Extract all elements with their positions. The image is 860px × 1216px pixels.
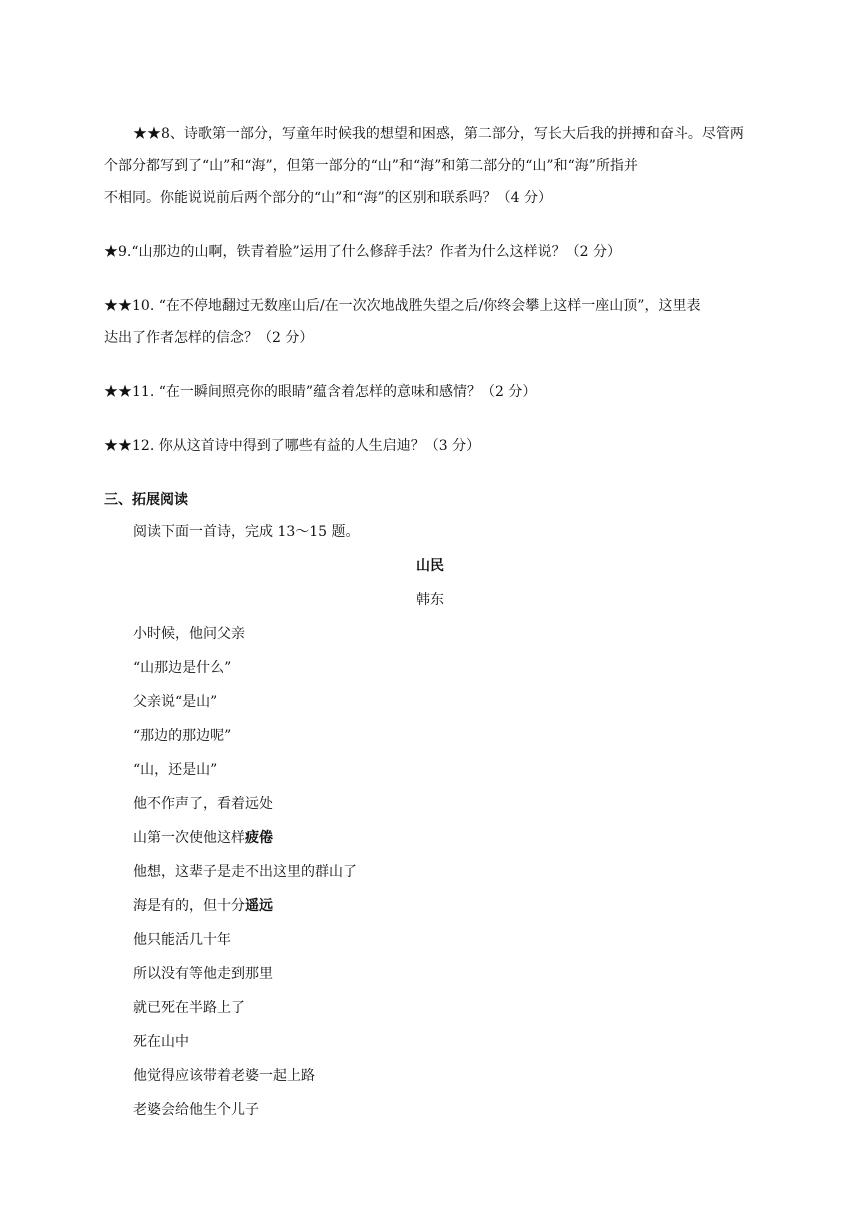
section-heading: 三、拓展阅读 [104, 492, 188, 508]
question-12: ★★12. 你从这首诗中得到了哪些有益的人生启迪？（3 分） [104, 438, 481, 454]
poem-line: 他想，这辈子是走不出这里的群山了 [133, 864, 357, 880]
poem-line: 父亲说“是山” [133, 694, 218, 710]
poem-line: 他只能活几十年 [133, 932, 231, 948]
poem-line: “山那边是什么” [133, 660, 232, 676]
question-10-line-2: 达出了作者怎样的信念？（2 分） [104, 330, 314, 346]
poem-line [133, 828, 803, 848]
poem-line [133, 896, 803, 916]
poem-line: 就已死在半路上了 [133, 1000, 245, 1016]
poem-line-text: 海是有的，但十分 [133, 898, 245, 914]
question-8-line-2: 个部分都写到了“山”和“海”，但第一部分的“山”和“海”和第二部分的“山”和“海”所指并 [104, 158, 638, 174]
poem-line: 所以没有等他走到那里 [133, 966, 273, 982]
poem-keyword-bold: 遥远 [245, 898, 273, 914]
poem-keyword-bold: 疲倦 [245, 830, 273, 846]
section-instruction: 阅读下面一首诗，完成 13～15 题。 [133, 524, 360, 540]
poem-line-text: 山第一次使他这样 [133, 830, 245, 846]
poem-line: “山，还是山” [133, 762, 218, 778]
poem-title: 山民 [416, 558, 444, 574]
question-9: ★9.“山那边的山啊，铁青着脸”运用了什么修辞手法？作者为什么这样说？（2 分） [104, 244, 622, 260]
poem-line: 小时候，他问父亲 [133, 626, 245, 642]
poem-line: 死在山中 [133, 1034, 189, 1050]
question-11: ★★11. “在一瞬间照亮你的眼睛”蕴含着怎样的意味和感情？（2 分） [104, 384, 537, 400]
question-8-line-1: ★★8、诗歌第一部分，写童年时候我的想望和困惑，第二部分，写长大后我的拼搏和奋斗。尽管两 [133, 126, 744, 142]
poem-line: 老婆会给他生个儿子 [133, 1102, 259, 1118]
question-10-line-1: ★★10. “在不停地翻过无数座山后/在一次次地战胜失望之后/你终会攀上这样一座山顶”，这里表 [104, 298, 701, 314]
poem-line: 他不作声了，看着远处 [133, 796, 273, 812]
poem-author: 韩东 [416, 592, 444, 608]
question-8-line-3: 不相同。你能说说前后两个部分的“山”和“海”的区别和联系吗？（4 分） [104, 190, 552, 206]
poem-line: “那边的那边呢” [133, 728, 232, 744]
poem-line: 他觉得应该带着老婆一起上路 [133, 1068, 315, 1084]
